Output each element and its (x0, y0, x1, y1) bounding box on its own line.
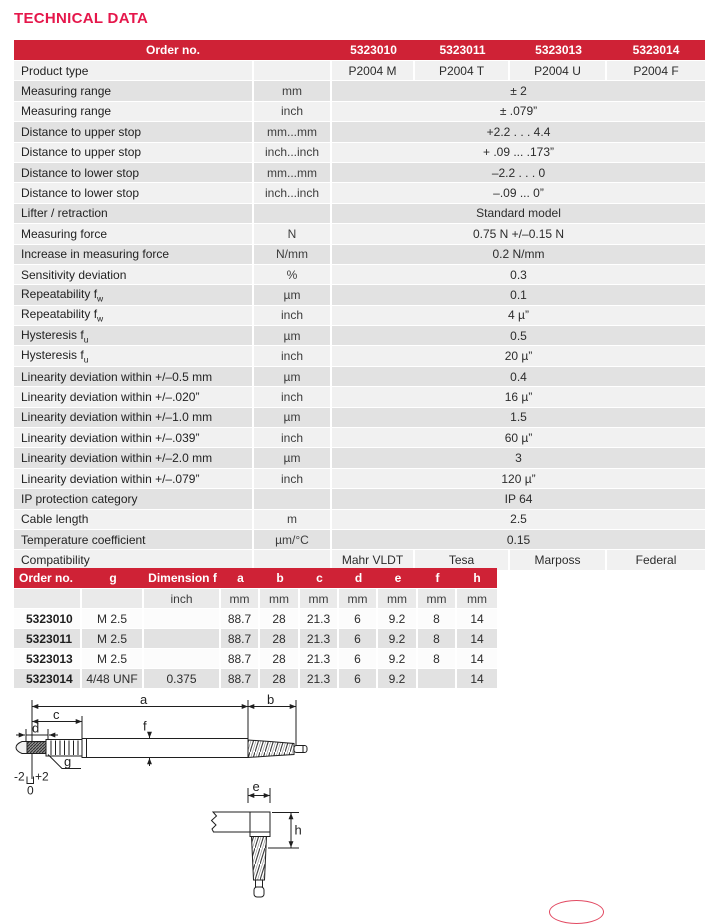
header-dimension: c (300, 568, 339, 589)
row-unit: µm (254, 326, 332, 346)
row-value: 0.5 (332, 326, 705, 346)
row-value: 0.3 (332, 265, 705, 285)
header-order-number: 5323010 (332, 40, 415, 61)
table-row (14, 224, 705, 244)
table-row (14, 122, 705, 142)
header-order-number: 5323013 (510, 40, 607, 61)
row-value: 2.5 (332, 510, 705, 530)
value-cell: 28 (260, 649, 300, 669)
range-label-zero: 0 (27, 783, 34, 798)
row-value: 0.2 N/mm (332, 245, 705, 265)
row-unit: inch (254, 387, 332, 407)
table-row (14, 265, 705, 285)
header-dimension: f (418, 568, 457, 589)
dim-label-b: b (267, 692, 275, 707)
row-value: Standard model (332, 204, 705, 224)
row-unit: mm...mm (254, 163, 332, 183)
table-row (14, 387, 705, 407)
row-unit: inch (254, 306, 332, 326)
row-label: Cable length (14, 510, 254, 530)
table-row (14, 530, 705, 550)
row-unit: µm (254, 448, 332, 468)
order-number-cell: 5323013 (14, 649, 82, 669)
row-value: Federal (607, 550, 705, 570)
value-cell: M 2.5 (82, 609, 144, 629)
row-unit: µm/°C (254, 530, 332, 550)
row-label: Linearity deviation within +/–0.5 mm (14, 367, 254, 387)
row-label: Linearity deviation within +/–2.0 mm (14, 448, 254, 468)
unit-cell: mm (339, 589, 378, 609)
row-label: Lifter / retraction (14, 204, 254, 224)
table-row (14, 367, 705, 387)
row-label: Distance to lower stop (14, 183, 254, 203)
table-row (14, 609, 497, 629)
table-row (14, 143, 705, 163)
row-unit: mm...mm (254, 122, 332, 142)
row-label: Linearity deviation within +/–.020” (14, 387, 254, 407)
value-cell: 8 (418, 629, 457, 649)
value-cell: 88.7 (221, 649, 260, 669)
value-cell (144, 649, 221, 669)
unit-cell: mm (457, 589, 497, 609)
table-row (14, 629, 497, 649)
row-value: 0.75 N +/–0.15 N (332, 224, 705, 244)
value-cell: 6 (339, 669, 378, 689)
row-value: 0.1 (332, 285, 705, 305)
page-title: TECHNICAL DATA (14, 10, 149, 27)
table-row (14, 61, 705, 81)
row-value: 20 µ” (332, 346, 705, 366)
row-value: + .09 ... .173” (332, 143, 705, 163)
dim-label-d: d (32, 720, 40, 736)
row-value: –.09 ... 0” (332, 183, 705, 203)
range-label-plus2: +2 (35, 769, 49, 784)
row-unit: inch...inch (254, 183, 332, 203)
technical-drawing (0, 690, 719, 910)
value-cell: M 2.5 (82, 649, 144, 669)
value-cell: 14 (457, 649, 497, 669)
row-unit: inch (254, 346, 332, 366)
row-unit: % (254, 265, 332, 285)
value-cell: 28 (260, 609, 300, 629)
row-value: P2004 T (415, 61, 510, 81)
value-cell: M 2.5 (82, 629, 144, 649)
value-cell: 8 (418, 649, 457, 669)
order-number-cell: 5323010 (14, 609, 82, 629)
value-cell (144, 629, 221, 649)
order-number-cell: 5323011 (14, 629, 82, 649)
spec-table-body (14, 61, 705, 571)
value-cell: 8 (418, 609, 457, 629)
value-cell: 21.3 (300, 649, 339, 669)
range-label-minus2: -2 (14, 769, 25, 784)
row-label: Distance to lower stop (14, 163, 254, 183)
row-label: Measuring force (14, 224, 254, 244)
value-cell: 14 (457, 669, 497, 689)
probe-side-view (16, 700, 307, 784)
unit-cell (14, 589, 82, 609)
header-dimension: Dimension f (144, 568, 221, 589)
dim-label-e: e (252, 779, 260, 794)
header-order-no: Order no. (14, 40, 332, 61)
dim-label-c: c (53, 707, 60, 722)
table-row (14, 163, 705, 183)
value-cell (418, 669, 457, 689)
value-cell: 21.3 (300, 609, 339, 629)
row-unit: m (254, 510, 332, 530)
row-unit: mm (254, 81, 332, 101)
value-cell: 88.7 (221, 669, 260, 689)
dimensions-table-body (14, 589, 497, 689)
table-row (14, 183, 705, 203)
value-cell: 9.2 (378, 649, 418, 669)
unit-cell: mm (260, 589, 300, 609)
row-label: Linearity deviation within +/–.039” (14, 428, 254, 448)
row-value: ± .079” (332, 102, 705, 122)
row-value: 0.15 (332, 530, 705, 550)
unit-cell: inch (144, 589, 221, 609)
units-row (14, 589, 497, 609)
spec-table-header (14, 40, 705, 61)
table-row (14, 204, 705, 224)
row-label: Compatibility (14, 550, 254, 570)
row-label: Increase in measuring force (14, 245, 254, 265)
unit-cell: mm (378, 589, 418, 609)
row-value: P2004 M (332, 61, 415, 81)
row-value: 60 µ” (332, 428, 705, 448)
header-dimension: e (378, 568, 418, 589)
row-unit: µm (254, 408, 332, 428)
value-cell: 9.2 (378, 609, 418, 629)
header-order-no: Order no. (14, 568, 82, 589)
value-cell: 14 (457, 609, 497, 629)
row-label: Product type (14, 61, 254, 81)
row-label: Sensitivity deviation (14, 265, 254, 285)
row-unit: µm (254, 367, 332, 387)
partial-logo-arc (549, 900, 604, 924)
row-value: +2.2 . . . 4.4 (332, 122, 705, 142)
row-value: 16 µ” (332, 387, 705, 407)
dimensions-table-header (14, 568, 497, 589)
header-dimension: b (260, 568, 300, 589)
row-value: Marposs (510, 550, 607, 570)
row-unit (254, 489, 332, 509)
header-row (14, 40, 705, 61)
row-value: –2.2 . . . 0 (332, 163, 705, 183)
row-label: Hysteresis $f_u$ (14, 346, 254, 366)
order-number-cell: 5323014 (14, 669, 82, 689)
value-cell: 88.7 (221, 609, 260, 629)
row-unit: inch (254, 102, 332, 122)
header-dimension: a (221, 568, 260, 589)
value-cell: 6 (339, 629, 378, 649)
table-row (14, 469, 705, 489)
row-value: Mahr VLDT (332, 550, 415, 570)
value-cell: 6 (339, 609, 378, 629)
row-label: Distance to upper stop (14, 122, 254, 142)
table-row (14, 102, 705, 122)
row-label: Hysteresis $f_u$ (14, 326, 254, 346)
table-row (14, 510, 705, 530)
table-row (14, 448, 705, 468)
table-row (14, 489, 705, 509)
value-cell: 6 (339, 649, 378, 669)
row-unit: inch...inch (254, 143, 332, 163)
value-cell: 4/48 UNF (82, 669, 144, 689)
unit-cell: mm (418, 589, 457, 609)
table-row (14, 81, 705, 101)
row-value: P2004 F (607, 61, 705, 81)
row-value: 120 µ” (332, 469, 705, 489)
row-label: Linearity deviation within +/–.079” (14, 469, 254, 489)
row-label: Measuring range (14, 102, 254, 122)
table-row (14, 346, 705, 366)
row-value: IP 64 (332, 489, 705, 509)
probe-cable-exit-view (212, 788, 300, 897)
table-row (14, 326, 705, 346)
row-label: Temperature coefficient (14, 530, 254, 550)
spec-table (14, 40, 705, 571)
value-cell: 21.3 (300, 629, 339, 649)
row-value: ± 2 (332, 81, 705, 101)
value-cell: 21.3 (300, 669, 339, 689)
row-label: Measuring range (14, 81, 254, 101)
dim-label-h: h (294, 822, 302, 838)
row-label: Linearity deviation within +/–1.0 mm (14, 408, 254, 428)
row-unit: N/mm (254, 245, 332, 265)
row-unit (254, 61, 332, 81)
value-cell: 0.375 (144, 669, 221, 689)
row-value: 4 µ” (332, 306, 705, 326)
row-unit: µm (254, 285, 332, 305)
row-label: Repeatability $f_w$ (14, 306, 254, 326)
table-row (14, 669, 497, 689)
header-row (14, 568, 497, 589)
row-label: IP protection category (14, 489, 254, 509)
unit-cell: mm (300, 589, 339, 609)
unit-cell: mm (221, 589, 260, 609)
row-unit: N (254, 224, 332, 244)
row-label: Distance to upper stop (14, 143, 254, 163)
value-cell (144, 609, 221, 629)
table-row (14, 306, 705, 326)
row-value: Tesa (415, 550, 510, 570)
value-cell: 88.7 (221, 629, 260, 649)
dim-label-g: g (64, 754, 72, 769)
row-value: 0.4 (332, 367, 705, 387)
header-order-number: 5323014 (607, 40, 705, 61)
table-row (14, 285, 705, 305)
header-dimension: h (457, 568, 497, 589)
value-cell: 9.2 (378, 669, 418, 689)
unit-cell (82, 589, 144, 609)
row-unit: inch (254, 428, 332, 448)
header-order-number: 5323011 (415, 40, 510, 61)
row-unit (254, 204, 332, 224)
header-dimension: g (82, 568, 144, 589)
row-value: 3 (332, 448, 705, 468)
row-unit: inch (254, 469, 332, 489)
dim-label-f: f (143, 718, 147, 734)
row-label: Repeatability $f_w$ (14, 285, 254, 305)
table-row (14, 245, 705, 265)
dim-label-a: a (140, 692, 148, 707)
row-value: P2004 U (510, 61, 607, 81)
table-row (14, 428, 705, 448)
value-cell: 9.2 (378, 629, 418, 649)
value-cell: 28 (260, 629, 300, 649)
table-row (14, 408, 705, 428)
row-value: 1.5 (332, 408, 705, 428)
header-dimension: d (339, 568, 378, 589)
value-cell: 28 (260, 669, 300, 689)
dimensions-table (14, 568, 497, 689)
value-cell: 14 (457, 629, 497, 649)
table-row (14, 649, 497, 669)
